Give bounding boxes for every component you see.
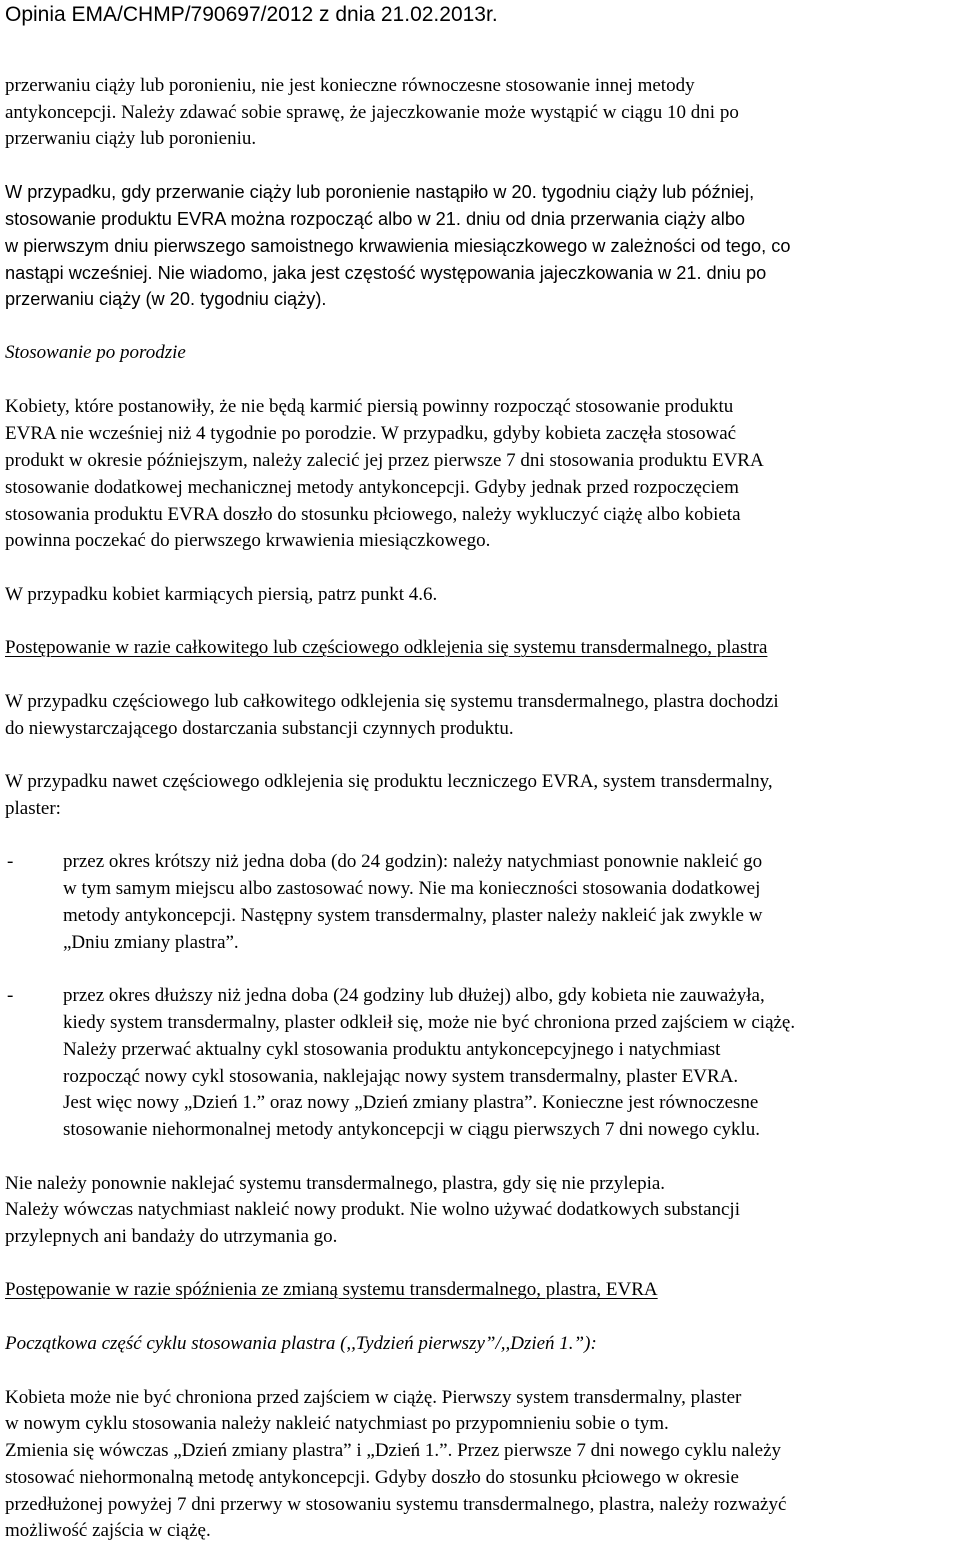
section-heading-detachment: Postępowanie w razie całkowitego lub częściowego odklejenia się systemu transdermalnego, plastra	[5, 637, 768, 658]
bullet-line: stosowanie niehormonalnej metody antykoncepcji w ciągu pierwszych 7 dni nowego cyklu.	[63, 1119, 761, 1140]
bullet-line: metody antykoncepcji. Następny system transdermalny, plaster należy nakleić jak zwykle w	[63, 905, 763, 926]
paragraph-line: W przypadku częściowego lub całkowitego odklejenia się systemu transdermalnego, plastra dochodzi	[5, 691, 779, 712]
subheading-first-week: Początkowa część cyklu stosowania plastra (,,Tydzień pierwszy”/,,Dzień 1.”):	[5, 1333, 597, 1354]
paragraph-line: EVRA nie wcześniej niż 4 tygodnie po porodzie. W przypadku, gdyby kobieta zaczęła stosować	[5, 423, 737, 444]
paragraph-line: stosowanie produktu EVRA można rozpocząć albo w 21. dniu od dnia przerwania ciąży albo	[5, 209, 746, 229]
paragraph-line: w pierwszym dniu pierwszego samoistnego krwawienia miesiączkowego w zależności od tego, co	[5, 236, 791, 256]
paragraph-line: w nowym cyklu stosowania należy nakleić natychmiast po przypomnieniu sobie o tym.	[5, 1413, 669, 1434]
bullet-line: kiedy system transdermalny, plaster odkleił się, może nie być chroniona przed zajściem w ciążę.	[63, 1012, 796, 1033]
bullet-marker: -	[7, 851, 14, 872]
paragraph-line: stosowanie dodatkowej mechanicznej metody antykoncepcji. Gdyby jednak przed rozpoczęciem	[5, 477, 739, 498]
paragraph-line: przerwaniu ciąży lub poronieniu, nie jest konieczne równoczesne stosowanie innej metody	[5, 75, 695, 96]
paragraph-line: W przypadku kobiet karmiących piersią, patrz punkt 4.6.	[5, 584, 438, 605]
paragraph-line: W przypadku nawet częściowego odklejenia się produktu leczniczego EVRA, system transdermalny,	[5, 771, 773, 792]
bullet-marker: -	[7, 985, 14, 1006]
paragraph-line: powinna poczekać do pierwszego krwawienia miesiączkowego.	[5, 530, 491, 551]
paragraph-line: Kobieta może nie być chroniona przed zajściem w ciążę. Pierwszy system transdermalny, plaster	[5, 1387, 742, 1408]
paragraph-line: przerwaniu ciąży lub poronieniu.	[5, 128, 257, 149]
paragraph-line: plaster:	[5, 798, 61, 819]
paragraph-line: możliwość zajścia w ciążę.	[5, 1520, 211, 1541]
paragraph-line: W przypadku, gdy przerwanie ciąży lub poronienie nastąpiło w 20. tygodniu ciąży lub później,	[5, 182, 755, 202]
bullet-line: rozpocząć nowy cykl stosowania, naklejając nowy system transdermalny, plaster EVRA.	[63, 1066, 739, 1087]
paragraph-line: przerwaniu ciąży (w 20. tygodniu ciąży).	[5, 289, 327, 309]
bullet-line: przez okres krótszy niż jedna doba (do 24 godzin): należy natychmiast ponownie nakleić go	[63, 851, 763, 872]
bullet-line: „Dniu zmiany plastra”.	[63, 932, 239, 953]
paragraph-line: przylepnych ani bandaży do utrzymania go.	[5, 1226, 338, 1247]
paragraph-line: stosowania produktu EVRA doszło do stosunku płciowego, należy wykluczyć ciążę albo kobieta	[5, 504, 741, 525]
paragraph-line: stosować niehormonalną metodę antykoncepcji. Gdyby doszło do stosunku płciowego w okresie	[5, 1467, 739, 1488]
paragraph-line: antykoncepcji. Należy zdawać sobie sprawę, że jajeczkowanie może wystąpić w ciągu 10 dni po	[5, 102, 739, 123]
document-header: Opinia EMA/CHMP/790697/2012 z dnia 21.02.2013r.	[5, 3, 498, 26]
bullet-line: Należy przerwać aktualny cykl stosowania produktu antykoncepcyjnego i natychmiast	[63, 1039, 721, 1060]
paragraph-line: Zmienia się wówczas „Dzień zmiany plastra” i „Dzień 1.”. Przez pierwsze 7 dni nowego cyklu należy	[5, 1440, 782, 1461]
paragraph-line: Należy wówczas natychmiast nakleić nowy produkt. Nie wolno używać dodatkowych substancji	[5, 1199, 740, 1220]
paragraph-line: do niewystarczającego dostarczania substancji czynnych produktu.	[5, 718, 514, 739]
section-heading-postpartum: Stosowanie po porodzie	[5, 342, 186, 363]
section-heading-delay: Postępowanie w razie spóźnienia ze zmianą systemu transdermalnego, plastra, EVRA	[5, 1279, 658, 1300]
paragraph-line: przedłużonej powyżej 7 dni przerwy w stosowaniu systemu transdermalnego, plastra, należy rozważyć	[5, 1494, 787, 1515]
paragraph-line: nastąpi wcześniej. Nie wiadomo, jaka jest częstość występowania jajeczkowania w 21. dniu po	[5, 263, 767, 283]
paragraph-line: Nie należy ponownie naklejać systemu transdermalnego, plastra, gdy się nie przylepia.	[5, 1173, 666, 1194]
bullet-line: w tym samym miejscu albo zastosować nowy. Nie ma konieczności stosowania dodatkowej	[63, 878, 761, 899]
bullet-line: Jest więc nowy „Dzień 1.” oraz nowy „Dzień zmiany plastra”. Konieczne jest równoczesne	[63, 1092, 759, 1113]
paragraph-line: produkt w okresie późniejszym, należy zalecić jej przez pierwsze 7 dni stosowania produktu EVRA	[5, 450, 764, 471]
paragraph-line: Kobiety, które postanowiły, że nie będą karmić piersią powinny rozpocząć stosowanie produktu	[5, 396, 734, 417]
bullet-line: przez okres dłuższy niż jedna doba (24 godziny lub dłużej) albo, gdy kobieta nie zauważyła,	[63, 985, 765, 1006]
